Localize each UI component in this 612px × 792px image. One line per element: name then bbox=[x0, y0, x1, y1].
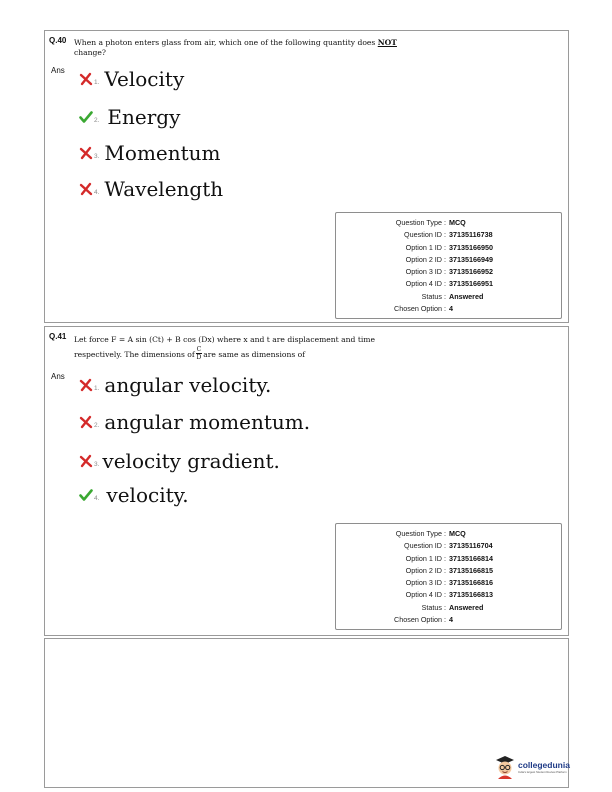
question-text-line1: When a photon enters glass from air, which one of the following quantity does bbox=[74, 38, 378, 47]
meta-value: 37135116738 bbox=[449, 230, 493, 240]
question-text bbox=[74, 332, 504, 363]
meta-label: Status : bbox=[421, 602, 446, 612]
question-text-line2: change? bbox=[74, 48, 106, 57]
meta-value: 37135166952 bbox=[449, 267, 493, 277]
meta-label: Option 3 ID : bbox=[405, 267, 446, 277]
answer-label: Ans bbox=[51, 372, 65, 381]
fraction-denominator: D bbox=[196, 353, 202, 361]
question-text-emphasis: NOT bbox=[377, 38, 397, 47]
collegedunia-logo bbox=[495, 755, 570, 779]
meta-row bbox=[336, 278, 561, 290]
meta-label: Option 2 ID : bbox=[405, 565, 446, 575]
option-2 bbox=[79, 104, 180, 130]
meta-row bbox=[336, 577, 561, 589]
option-number: 3. bbox=[94, 460, 100, 468]
meta-value: 4 bbox=[449, 615, 453, 625]
logo-text bbox=[518, 760, 570, 774]
brand-tagline: India's largest Student Review Platform bbox=[518, 770, 567, 774]
cross-icon bbox=[79, 415, 93, 429]
meta-value: 37135116704 bbox=[449, 541, 493, 551]
meta-row bbox=[336, 553, 561, 565]
meta-row bbox=[336, 540, 561, 552]
option-1 bbox=[79, 372, 271, 398]
option-text: angular momentum. bbox=[104, 410, 311, 434]
meta-value: Answered bbox=[449, 291, 484, 301]
meta-label: Option 4 ID : bbox=[405, 279, 446, 289]
option-1 bbox=[79, 66, 184, 92]
meta-row bbox=[336, 254, 561, 266]
meta-row bbox=[336, 217, 561, 229]
option-3 bbox=[79, 140, 221, 166]
meta-row bbox=[336, 614, 561, 626]
cross-icon bbox=[79, 378, 93, 392]
meta-label: Option 4 ID : bbox=[405, 590, 446, 600]
cross-icon bbox=[79, 182, 93, 196]
question-meta-box bbox=[335, 212, 562, 319]
meta-row bbox=[336, 229, 561, 241]
meta-label: Chosen Option : bbox=[394, 615, 446, 625]
meta-value: 37135166949 bbox=[449, 254, 493, 264]
cross-icon bbox=[79, 454, 93, 468]
question-number: Q.40 bbox=[49, 36, 67, 45]
question-text-line1: Let force F = A sin (Ct) + B cos (Dx) where x and t are displacement and time bbox=[74, 335, 375, 344]
fraction-c-over-d bbox=[196, 346, 203, 361]
option-3 bbox=[79, 448, 280, 474]
question-text-line2a: respectively. The dimensions of bbox=[74, 350, 195, 359]
meta-value: 37135166951 bbox=[449, 279, 493, 289]
option-text: velocity. bbox=[106, 483, 189, 507]
meta-value: MCQ bbox=[449, 529, 466, 538]
option-number: 4. bbox=[94, 188, 100, 196]
meta-row bbox=[336, 528, 561, 540]
cross-icon bbox=[79, 72, 93, 86]
question-number: Q.41 bbox=[49, 332, 67, 341]
meta-row bbox=[336, 602, 561, 614]
meta-label: Option 1 ID : bbox=[405, 242, 446, 252]
empty-panel bbox=[44, 638, 569, 788]
option-text: Momentum bbox=[104, 141, 221, 165]
meta-label: Option 2 ID : bbox=[405, 254, 446, 264]
brand-name: collegedunia bbox=[518, 760, 570, 770]
meta-value: 37135166814 bbox=[449, 553, 493, 563]
mascot-icon bbox=[495, 755, 515, 779]
meta-label: Question ID : bbox=[404, 230, 446, 240]
option-4 bbox=[79, 482, 189, 508]
option-text: Energy bbox=[107, 105, 181, 129]
checkmark-icon bbox=[79, 488, 93, 502]
meta-label: Option 1 ID : bbox=[405, 553, 446, 563]
checkmark-icon bbox=[79, 110, 93, 124]
meta-row bbox=[336, 565, 561, 577]
fraction-numerator: C bbox=[196, 345, 202, 353]
option-number: 1. bbox=[94, 384, 100, 392]
option-4 bbox=[79, 176, 223, 202]
meta-row bbox=[336, 589, 561, 601]
meta-label: Question ID : bbox=[404, 541, 446, 551]
option-number: 1. bbox=[94, 78, 100, 86]
option-number: 4. bbox=[94, 494, 100, 502]
question-panel-41 bbox=[44, 326, 569, 636]
meta-label: Status : bbox=[421, 291, 446, 301]
option-text: Wavelength bbox=[104, 177, 224, 201]
meta-label: Question Type : bbox=[395, 218, 446, 227]
meta-value: 37135166813 bbox=[449, 590, 493, 600]
meta-value: 37135166816 bbox=[449, 578, 493, 588]
meta-row bbox=[336, 266, 561, 278]
meta-row bbox=[336, 242, 561, 254]
meta-label: Option 3 ID : bbox=[405, 578, 446, 588]
meta-value: 37135166950 bbox=[449, 242, 493, 252]
meta-value: MCQ bbox=[449, 218, 466, 227]
answer-label: Ans bbox=[51, 66, 65, 75]
option-number: 3. bbox=[94, 152, 100, 160]
option-2 bbox=[79, 409, 310, 435]
cross-icon bbox=[79, 146, 93, 160]
question-panel-40 bbox=[44, 30, 569, 323]
question-text-line2b: are same as dimensions of bbox=[203, 350, 306, 359]
option-number: 2. bbox=[94, 421, 100, 429]
question-meta-box bbox=[335, 523, 562, 630]
option-text: velocity gradient. bbox=[102, 449, 280, 473]
option-text: angular velocity. bbox=[104, 373, 272, 397]
option-number: 2. bbox=[94, 116, 100, 124]
meta-value: Answered bbox=[449, 602, 484, 612]
meta-value: 37135166815 bbox=[449, 565, 493, 575]
meta-row bbox=[336, 303, 561, 315]
meta-value: 4 bbox=[449, 304, 453, 314]
option-text: Velocity bbox=[104, 67, 185, 91]
meta-label: Question Type : bbox=[395, 529, 446, 538]
question-text bbox=[74, 35, 504, 65]
meta-row bbox=[336, 291, 561, 303]
meta-label: Chosen Option : bbox=[394, 304, 446, 314]
